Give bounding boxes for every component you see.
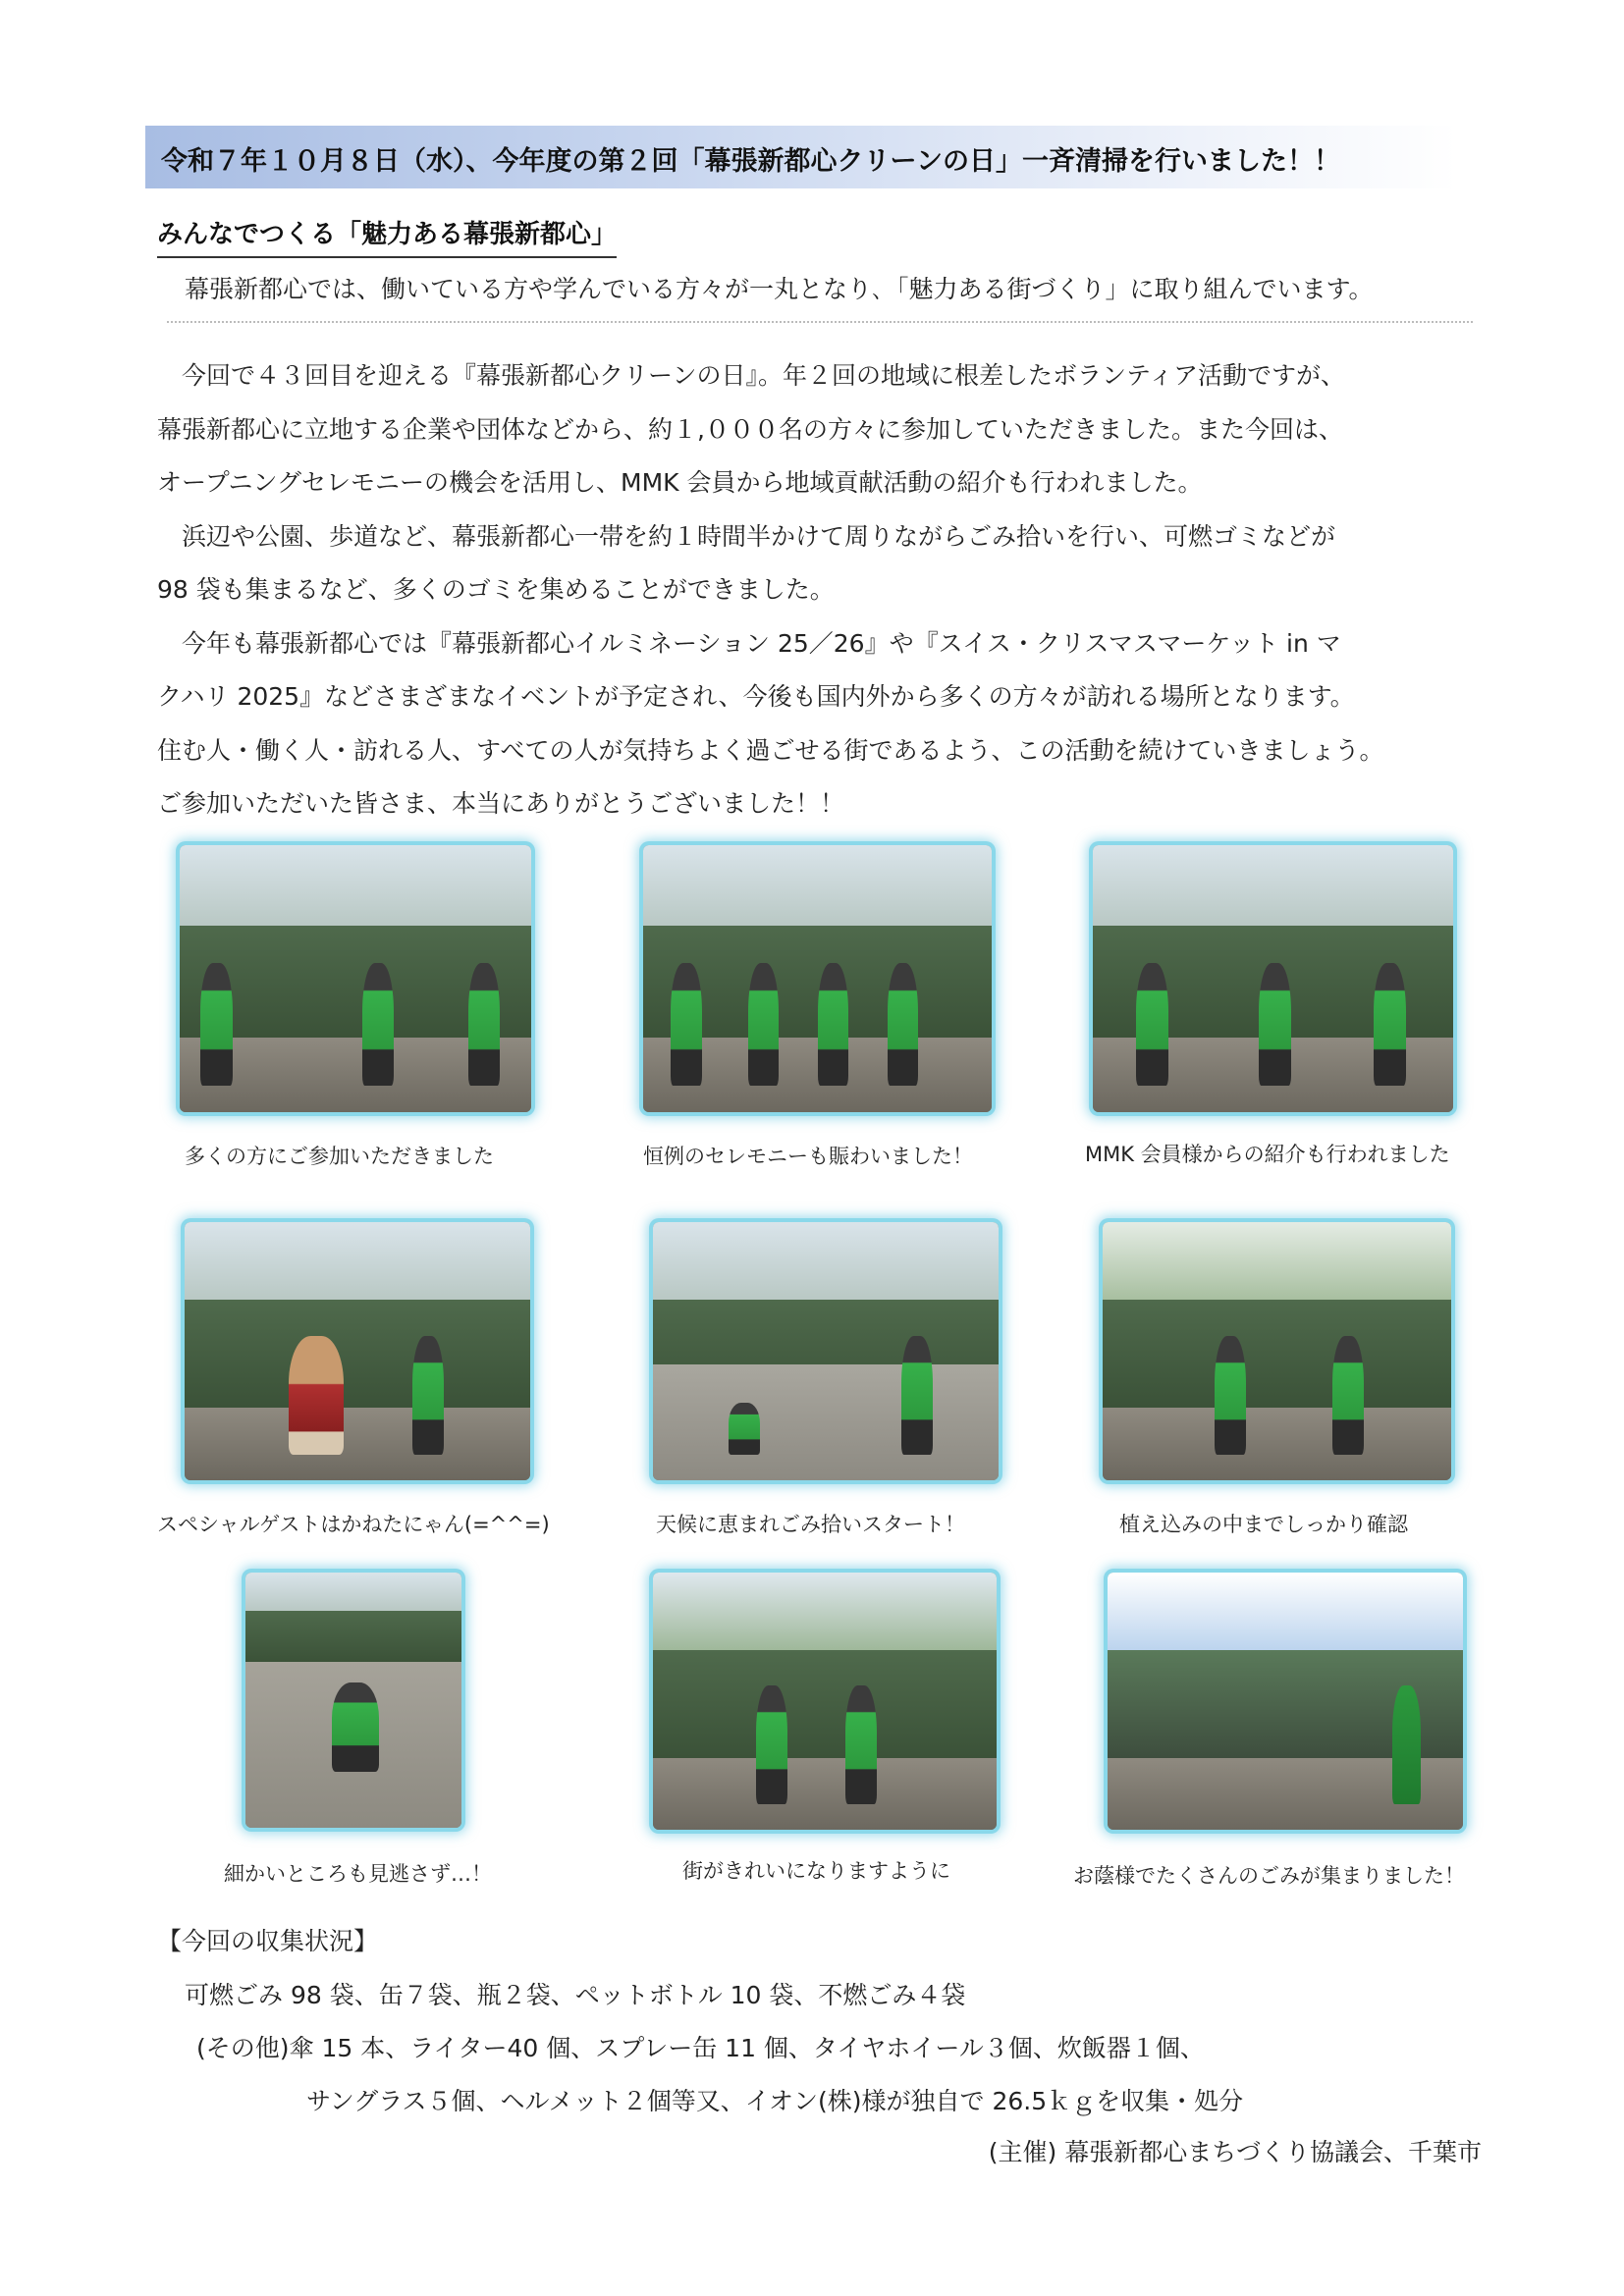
photo-cleanup-start bbox=[653, 1222, 999, 1480]
body-line: ご参加いただいた皆さま、本当にありがとうございました！！ bbox=[157, 789, 845, 818]
organizer-credit: (主催) 幕張新都心まちづくり協議会、千葉市 bbox=[988, 2138, 1482, 2166]
dotted-divider bbox=[167, 321, 1473, 323]
body-line: 幕張新都心に立地する企業や団体などから、約１,０００名の方々に参加していただきました。また今回は、 bbox=[157, 414, 1343, 444]
section-heading: みんなでつくる「魅力ある幕張新都心」 bbox=[157, 214, 617, 258]
body-line: 98 袋も集まるなど、多くのゴミを集めることができました。 bbox=[157, 575, 835, 604]
body-text bbox=[157, 349, 1492, 831]
body-line: 今回で４３回目を迎える『幕張新都心クリーンの日』。年２回の地域に根差したボランティア活動ですが、 bbox=[157, 361, 1346, 390]
photo-ceremony bbox=[643, 845, 992, 1112]
photo-clean-streets bbox=[653, 1573, 997, 1830]
photo-caption: 植え込みの中までしっかり確認 bbox=[1119, 1513, 1408, 1536]
title-banner bbox=[145, 126, 1457, 188]
collection-heading: 【今回の収集状況】 bbox=[157, 1927, 379, 1955]
photo-special-guest bbox=[185, 1222, 530, 1480]
page-title: 令和７年１０月８日（水）、今年度の第２回「幕張新都心クリーンの日」一斉清掃を行いました！！ bbox=[161, 146, 1340, 177]
photo-planting-check bbox=[1103, 1222, 1451, 1480]
collection-line: サングラス５個、ヘルメット２個等又、イオン(株)様が独自で 26.5ｋｇを収集・処分 bbox=[306, 2087, 1244, 2115]
photo-caption: 多くの方にご参加いただきました bbox=[185, 1145, 494, 1168]
collection-line: 可燃ごみ 98 袋、缶７袋、瓶２袋、ペットボトル 10 袋、不燃ごみ４袋 bbox=[185, 1981, 966, 2009]
photo-caption: MMK 会員様からの紹介も行われました bbox=[1085, 1143, 1450, 1166]
photo-caption: 天候に恵まれごみ拾いスタート！ bbox=[656, 1513, 965, 1536]
photo-collected-trash bbox=[1108, 1573, 1463, 1830]
photo-mmk-intro bbox=[1093, 845, 1453, 1112]
photo-caption: スペシャルゲストはかねたにゃん(=^^=) bbox=[157, 1513, 550, 1536]
photo-details bbox=[245, 1573, 461, 1828]
intro-text: 幕張新都心では、働いている方や学んでいる方々が一丸となり､「魅力ある街づくり」に取り組んでいます。 bbox=[185, 275, 1374, 303]
body-line: 今年も幕張新都心では『幕張新都心イルミネーション 25／26』や『スイス・クリスマスマーケット in マ bbox=[157, 628, 1341, 658]
body-line: オープニングセレモニーの機会を活用し、MMK 会員から地域貢献活動の紹介も行われました。 bbox=[157, 468, 1203, 497]
body-line: 浜辺や公園、歩道など、幕張新都心一帯を約１時間半かけて周りながらごみ拾いを行い、可燃ゴミなどが bbox=[157, 521, 1336, 551]
photo-caption: 細かいところも見逃さず…！ bbox=[224, 1862, 492, 1886]
body-line: クハリ 2025』などさまざまなイベントが予定され、今後も国内外から多くの方々が訪れる場所となります。 bbox=[157, 682, 1355, 711]
photo-caption: 恒例のセレモニーも賑わいました！ bbox=[643, 1145, 973, 1168]
photo-participants bbox=[180, 845, 531, 1112]
photo-caption: お蔭様でたくさんのごみが集まりました！ bbox=[1073, 1864, 1465, 1888]
photo-caption: 街がきれいになりますように bbox=[682, 1859, 950, 1883]
collection-line: (その他)傘 15 本、ライター40 個、スプレー缶 11 個、タイヤホイール３個、炊飯器１個、 bbox=[196, 2034, 1205, 2062]
body-line: 住む人・働く人・訪れる人、すべての人が気持ちよく過ごせる街であるよう、この活動を続けていきましょう。 bbox=[157, 735, 1384, 765]
